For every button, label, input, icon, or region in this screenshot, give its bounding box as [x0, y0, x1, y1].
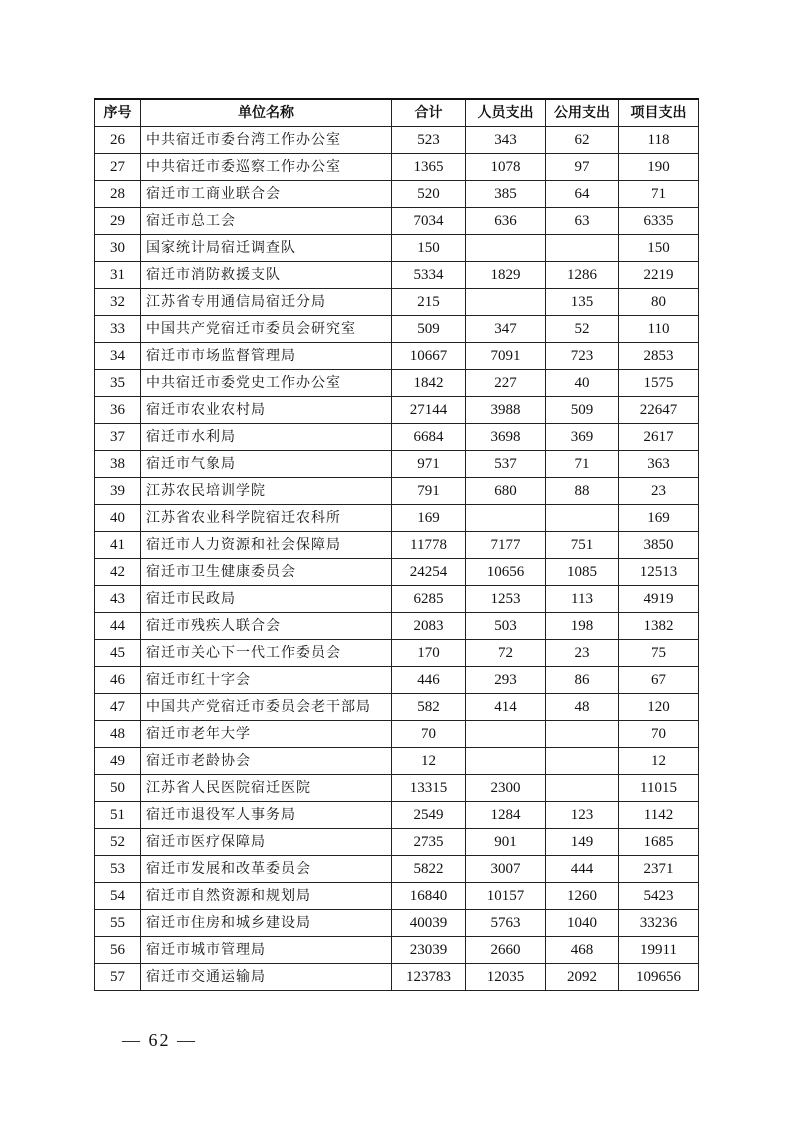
table-row: [95, 775, 699, 802]
public-expense-cell: 62: [546, 127, 619, 154]
row-index-cell: 42: [95, 559, 141, 586]
personnel-expense-cell: 343: [466, 127, 546, 154]
project-expense-cell: 11015: [619, 775, 699, 802]
personnel-expense-cell: 3988: [466, 397, 546, 424]
total-cell: 24254: [392, 559, 466, 586]
personnel-expense-cell: 901: [466, 829, 546, 856]
personnel-expense-cell: [466, 289, 546, 316]
total-cell: 150: [392, 235, 466, 262]
total-cell: 5334: [392, 262, 466, 289]
unit-name-cell: 宿迁市自然资源和规划局: [141, 883, 392, 910]
public-expense-cell: 1260: [546, 883, 619, 910]
row-index-cell: 32: [95, 289, 141, 316]
project-expense-cell: 1685: [619, 829, 699, 856]
unit-name-cell: 宿迁市关心下一代工作委员会: [141, 640, 392, 667]
project-expense-cell: 2219: [619, 262, 699, 289]
public-expense-cell: [546, 235, 619, 262]
total-cell: 40039: [392, 910, 466, 937]
total-cell: 169: [392, 505, 466, 532]
public-expense-cell: 123: [546, 802, 619, 829]
project-expense-cell: 23: [619, 478, 699, 505]
total-cell: 13315: [392, 775, 466, 802]
table-row: [95, 910, 699, 937]
public-expense-cell: [546, 505, 619, 532]
total-cell: 12: [392, 748, 466, 775]
table-header-row: [95, 99, 699, 127]
row-index-cell: 36: [95, 397, 141, 424]
total-cell: 215: [392, 289, 466, 316]
unit-name-cell: 中共宿迁市委党史工作办公室: [141, 370, 392, 397]
project-expense-cell: 1382: [619, 613, 699, 640]
public-expense-cell: 135: [546, 289, 619, 316]
unit-name-cell: 宿迁市卫生健康委员会: [141, 559, 392, 586]
project-expense-cell: 110: [619, 316, 699, 343]
row-index-cell: 56: [95, 937, 141, 964]
project-expense-cell: 109656: [619, 964, 699, 991]
public-expense-cell: 113: [546, 586, 619, 613]
project-expense-cell: 190: [619, 154, 699, 181]
unit-name-cell: 宿迁市人力资源和社会保障局: [141, 532, 392, 559]
row-index-cell: 52: [95, 829, 141, 856]
public-expense-cell: 63: [546, 208, 619, 235]
unit-name-cell: 中国共产党宿迁市委员会研究室: [141, 316, 392, 343]
project-expense-cell: 6335: [619, 208, 699, 235]
project-expense-cell: 12: [619, 748, 699, 775]
project-expense-cell: 71: [619, 181, 699, 208]
project-expense-cell: 75: [619, 640, 699, 667]
table-row: [95, 451, 699, 478]
total-cell: 27144: [392, 397, 466, 424]
table-body: [95, 127, 699, 991]
public-expense-cell: 64: [546, 181, 619, 208]
public-expense-cell: 1040: [546, 910, 619, 937]
public-expense-cell: 2092: [546, 964, 619, 991]
total-cell: 1842: [392, 370, 466, 397]
row-index-cell: 43: [95, 586, 141, 613]
project-expense-cell: 120: [619, 694, 699, 721]
table-row: [95, 586, 699, 613]
personnel-expense-cell: 12035: [466, 964, 546, 991]
total-cell: 509: [392, 316, 466, 343]
project-expense-cell: 22647: [619, 397, 699, 424]
total-cell: 523: [392, 127, 466, 154]
table-row: [95, 289, 699, 316]
total-cell: 70: [392, 721, 466, 748]
public-expense-cell: [546, 775, 619, 802]
public-expense-cell: 723: [546, 343, 619, 370]
public-expense-cell: 71: [546, 451, 619, 478]
personnel-expense-cell: 3007: [466, 856, 546, 883]
total-cell: 6285: [392, 586, 466, 613]
table-row: [95, 370, 699, 397]
personnel-expense-cell: 680: [466, 478, 546, 505]
public-expense-cell: 1286: [546, 262, 619, 289]
unit-name-cell: 宿迁市住房和城乡建设局: [141, 910, 392, 937]
header-total: 合计: [392, 99, 466, 127]
personnel-expense-cell: 537: [466, 451, 546, 478]
project-expense-cell: 2371: [619, 856, 699, 883]
unit-name-cell: 江苏省人民医院宿迁医院: [141, 775, 392, 802]
table-row: [95, 829, 699, 856]
total-cell: 16840: [392, 883, 466, 910]
project-expense-cell: 169: [619, 505, 699, 532]
table-row: [95, 667, 699, 694]
public-expense-cell: 52: [546, 316, 619, 343]
header-public-expense: 公用支出: [546, 99, 619, 127]
total-cell: 7034: [392, 208, 466, 235]
row-index-cell: 26: [95, 127, 141, 154]
table-row: [95, 937, 699, 964]
row-index-cell: 47: [95, 694, 141, 721]
unit-name-cell: 国家统计局宿迁调查队: [141, 235, 392, 262]
total-cell: 6684: [392, 424, 466, 451]
project-expense-cell: 2617: [619, 424, 699, 451]
total-cell: 446: [392, 667, 466, 694]
table-row: [95, 802, 699, 829]
unit-name-cell: 宿迁市医疗保障局: [141, 829, 392, 856]
header-project-expense: 项目支出: [619, 99, 699, 127]
unit-name-cell: 宿迁市红十字会: [141, 667, 392, 694]
unit-name-cell: 中国共产党宿迁市委员会老干部局: [141, 694, 392, 721]
total-cell: 1365: [392, 154, 466, 181]
unit-name-cell: 宿迁市水利局: [141, 424, 392, 451]
public-expense-cell: 751: [546, 532, 619, 559]
row-index-cell: 33: [95, 316, 141, 343]
personnel-expense-cell: 1284: [466, 802, 546, 829]
total-cell: 11778: [392, 532, 466, 559]
project-expense-cell: 80: [619, 289, 699, 316]
personnel-expense-cell: 385: [466, 181, 546, 208]
row-index-cell: 31: [95, 262, 141, 289]
personnel-expense-cell: 3698: [466, 424, 546, 451]
unit-name-cell: 宿迁市发展和改革委员会: [141, 856, 392, 883]
table-row: [95, 964, 699, 991]
table-row: [95, 397, 699, 424]
table-row: [95, 559, 699, 586]
row-index-cell: 35: [95, 370, 141, 397]
public-expense-cell: [546, 748, 619, 775]
personnel-expense-cell: 7091: [466, 343, 546, 370]
public-expense-cell: 149: [546, 829, 619, 856]
row-index-cell: 41: [95, 532, 141, 559]
personnel-expense-cell: 7177: [466, 532, 546, 559]
table-row: [95, 721, 699, 748]
table-row: [95, 262, 699, 289]
table-row: [95, 883, 699, 910]
row-index-cell: 57: [95, 964, 141, 991]
total-cell: 123783: [392, 964, 466, 991]
total-cell: 791: [392, 478, 466, 505]
unit-name-cell: 宿迁市消防救援支队: [141, 262, 392, 289]
table-row: [95, 748, 699, 775]
table-row: [95, 181, 699, 208]
table-row: [95, 478, 699, 505]
personnel-expense-cell: 10157: [466, 883, 546, 910]
personnel-expense-cell: 347: [466, 316, 546, 343]
project-expense-cell: 12513: [619, 559, 699, 586]
project-expense-cell: 2853: [619, 343, 699, 370]
header-personnel-expense: 人员支出: [466, 99, 546, 127]
row-index-cell: 40: [95, 505, 141, 532]
table-row: [95, 613, 699, 640]
project-expense-cell: 70: [619, 721, 699, 748]
row-index-cell: 46: [95, 667, 141, 694]
unit-name-cell: 宿迁市气象局: [141, 451, 392, 478]
total-cell: 520: [392, 181, 466, 208]
unit-name-cell: 宿迁市工商业联合会: [141, 181, 392, 208]
personnel-expense-cell: 636: [466, 208, 546, 235]
unit-name-cell: 宿迁市退役军人事务局: [141, 802, 392, 829]
project-expense-cell: 118: [619, 127, 699, 154]
public-expense-cell: 444: [546, 856, 619, 883]
public-expense-cell: 23: [546, 640, 619, 667]
total-cell: 170: [392, 640, 466, 667]
personnel-expense-cell: 2300: [466, 775, 546, 802]
public-expense-cell: 88: [546, 478, 619, 505]
personnel-expense-cell: 72: [466, 640, 546, 667]
row-index-cell: 45: [95, 640, 141, 667]
personnel-expense-cell: 10656: [466, 559, 546, 586]
table-row: [95, 208, 699, 235]
unit-name-cell: 中共宿迁市委巡察工作办公室: [141, 154, 392, 181]
total-cell: 10667: [392, 343, 466, 370]
project-expense-cell: 150: [619, 235, 699, 262]
row-index-cell: 49: [95, 748, 141, 775]
personnel-expense-cell: [466, 235, 546, 262]
table-row: [95, 154, 699, 181]
unit-name-cell: 宿迁市老年大学: [141, 721, 392, 748]
page-number: — 62 —: [122, 1030, 197, 1050]
personnel-expense-cell: 1829: [466, 262, 546, 289]
header-unit-name: 单位名称: [141, 99, 392, 127]
personnel-expense-cell: 503: [466, 613, 546, 640]
public-expense-cell: 48: [546, 694, 619, 721]
personnel-expense-cell: 1253: [466, 586, 546, 613]
total-cell: 2549: [392, 802, 466, 829]
unit-name-cell: 宿迁市总工会: [141, 208, 392, 235]
unit-name-cell: 江苏省农业科学院宿迁农科所: [141, 505, 392, 532]
personnel-expense-cell: 414: [466, 694, 546, 721]
personnel-expense-cell: [466, 748, 546, 775]
public-expense-cell: 40: [546, 370, 619, 397]
row-index-cell: 37: [95, 424, 141, 451]
row-index-cell: 29: [95, 208, 141, 235]
personnel-expense-cell: [466, 505, 546, 532]
project-expense-cell: 33236: [619, 910, 699, 937]
public-expense-cell: 97: [546, 154, 619, 181]
row-index-cell: 34: [95, 343, 141, 370]
row-index-cell: 44: [95, 613, 141, 640]
table-row: [95, 343, 699, 370]
table-row: [95, 505, 699, 532]
table-row: [95, 424, 699, 451]
row-index-cell: 27: [95, 154, 141, 181]
row-index-cell: 53: [95, 856, 141, 883]
unit-name-cell: 江苏农民培训学院: [141, 478, 392, 505]
personnel-expense-cell: 293: [466, 667, 546, 694]
unit-name-cell: 宿迁市农业农村局: [141, 397, 392, 424]
row-index-cell: 48: [95, 721, 141, 748]
public-expense-cell: 86: [546, 667, 619, 694]
public-expense-cell: 198: [546, 613, 619, 640]
table-row: [95, 532, 699, 559]
table-row: [95, 127, 699, 154]
table-row: [95, 316, 699, 343]
public-expense-cell: 369: [546, 424, 619, 451]
project-expense-cell: 5423: [619, 883, 699, 910]
row-index-cell: 28: [95, 181, 141, 208]
row-index-cell: 50: [95, 775, 141, 802]
table-row: [95, 235, 699, 262]
total-cell: 5822: [392, 856, 466, 883]
row-index-cell: 30: [95, 235, 141, 262]
unit-name-cell: 中共宿迁市委台湾工作办公室: [141, 127, 392, 154]
table-row: [95, 856, 699, 883]
personnel-expense-cell: 1078: [466, 154, 546, 181]
budget-table: [94, 98, 699, 991]
unit-name-cell: 宿迁市老龄协会: [141, 748, 392, 775]
project-expense-cell: 3850: [619, 532, 699, 559]
header-index: 序号: [95, 99, 141, 127]
unit-name-cell: 宿迁市交通运输局: [141, 964, 392, 991]
unit-name-cell: 江苏省专用通信局宿迁分局: [141, 289, 392, 316]
project-expense-cell: 67: [619, 667, 699, 694]
project-expense-cell: 1142: [619, 802, 699, 829]
row-index-cell: 39: [95, 478, 141, 505]
unit-name-cell: 宿迁市市场监督管理局: [141, 343, 392, 370]
project-expense-cell: 1575: [619, 370, 699, 397]
project-expense-cell: 4919: [619, 586, 699, 613]
total-cell: 582: [392, 694, 466, 721]
public-expense-cell: 1085: [546, 559, 619, 586]
public-expense-cell: [546, 721, 619, 748]
public-expense-cell: 509: [546, 397, 619, 424]
project-expense-cell: 19911: [619, 937, 699, 964]
total-cell: 2735: [392, 829, 466, 856]
personnel-expense-cell: 2660: [466, 937, 546, 964]
table-row: [95, 640, 699, 667]
personnel-expense-cell: 227: [466, 370, 546, 397]
row-index-cell: 51: [95, 802, 141, 829]
row-index-cell: 55: [95, 910, 141, 937]
total-cell: 23039: [392, 937, 466, 964]
project-expense-cell: 363: [619, 451, 699, 478]
unit-name-cell: 宿迁市城市管理局: [141, 937, 392, 964]
row-index-cell: 38: [95, 451, 141, 478]
table-row: [95, 694, 699, 721]
public-expense-cell: 468: [546, 937, 619, 964]
unit-name-cell: 宿迁市残疾人联合会: [141, 613, 392, 640]
row-index-cell: 54: [95, 883, 141, 910]
total-cell: 2083: [392, 613, 466, 640]
personnel-expense-cell: [466, 721, 546, 748]
personnel-expense-cell: 5763: [466, 910, 546, 937]
total-cell: 971: [392, 451, 466, 478]
unit-name-cell: 宿迁市民政局: [141, 586, 392, 613]
